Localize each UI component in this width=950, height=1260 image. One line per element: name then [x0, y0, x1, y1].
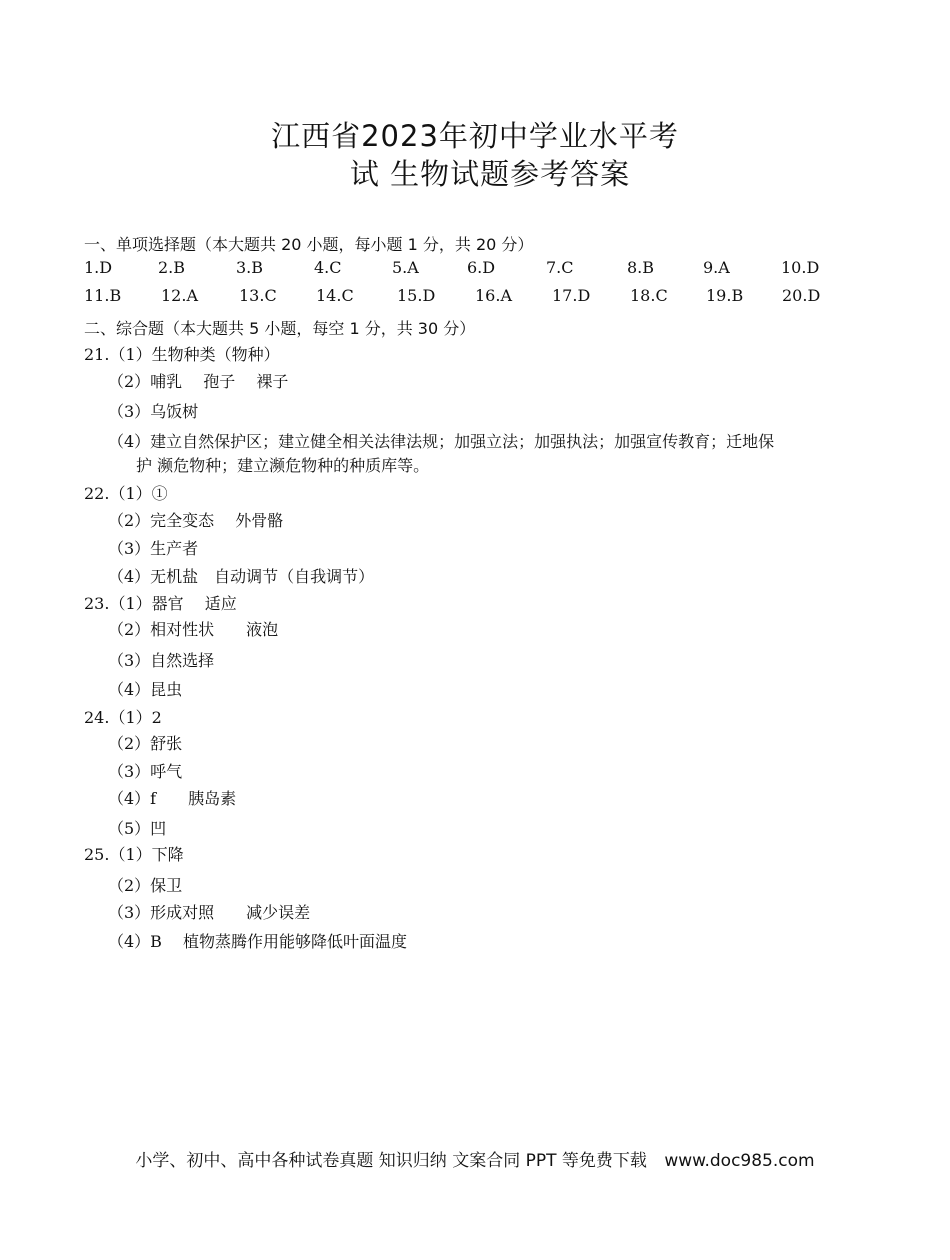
answer-item: 5.A: [392, 258, 419, 277]
answer-item: 1.D: [84, 258, 113, 277]
answer-item: 4.C: [314, 258, 342, 277]
answer-line: （4）B 植物蒸腾作用能够降低叶面温度: [108, 932, 408, 951]
doc-title-line2: 试 生物试题参考答案: [349, 157, 631, 191]
answer-line: （2）保卫: [108, 876, 183, 895]
answer-line: （4）无机盐 自动调节（自我调节）: [108, 567, 375, 586]
answer-item: 13.C: [239, 286, 277, 305]
answer-item: 18.C: [630, 286, 668, 305]
answer-line: （2）哺乳 孢子 裸子: [108, 372, 289, 391]
answer-line: 24.（1）2: [84, 708, 162, 727]
answer-item: 10.D: [781, 258, 820, 277]
answer-line: 护 濒危物种；建立濒危物种的种质库等。: [136, 456, 430, 475]
answer-item: 7.C: [546, 258, 574, 277]
answer-item: 19.B: [706, 286, 744, 305]
answer-line: （5）凹: [108, 819, 167, 838]
answer-line: （3）呼气: [108, 762, 183, 781]
answer-item: 11.B: [84, 286, 122, 305]
answer-line: （3）生产者: [108, 539, 199, 558]
answer-line: 22.（1）①: [84, 484, 168, 503]
section2-heading: 二、综合题（本大题共 5 小题，每空 1 分，共 30 分）: [84, 319, 476, 338]
answer-line: （4）建立自然保护区；建立健全相关法律法规；加强立法；加强执法；加强宣传教育；迁地保: [108, 432, 775, 451]
answer-line: 21.（1）生物种类（物种）: [84, 345, 280, 364]
answer-item: 16.A: [475, 286, 512, 305]
answer-line: （4）昆虫: [108, 680, 183, 699]
footer-text: 小学、初中、高中各种试卷真题 知识归纳 文案合同 PPT 等免费下载: [135, 1151, 647, 1171]
answer-line: 23.（1）器官 适应: [84, 594, 237, 613]
answer-item: 8.B: [627, 258, 655, 277]
answer-line: （2）舒张: [108, 734, 183, 753]
doc-title-line1: 江西省2023年初中学业水平考: [271, 119, 679, 153]
page-footer: [0, 1146, 950, 1171]
answer-line: （2）完全变态 外骨骼: [108, 511, 284, 530]
answer-item: 15.D: [397, 286, 436, 305]
section1-heading: 一、单项选择题（本大题共 20 小题，每小题 1 分，共 20 分）: [84, 235, 534, 254]
answer-item: 14.C: [316, 286, 354, 305]
answer-line: （3）自然选择: [108, 651, 215, 670]
answer-item: 3.B: [236, 258, 264, 277]
answer-item: 12.A: [161, 286, 198, 305]
footer-url[interactable]: www.doc985.com: [664, 1151, 815, 1171]
answer-line: （3）乌饭树: [108, 402, 199, 421]
answer-line: （4）f 胰岛素: [108, 789, 237, 808]
answer-item: 17.D: [552, 286, 591, 305]
answer-item: 9.A: [703, 258, 730, 277]
answer-line: 25.（1）下降: [84, 845, 184, 864]
answer-line: （2）相对性状 液泡: [108, 620, 279, 639]
answer-item: 20.D: [782, 286, 821, 305]
answer-item: 6.D: [467, 258, 496, 277]
answer-line: （3）形成对照 减少误差: [108, 903, 311, 922]
answer-item: 2.B: [158, 258, 186, 277]
